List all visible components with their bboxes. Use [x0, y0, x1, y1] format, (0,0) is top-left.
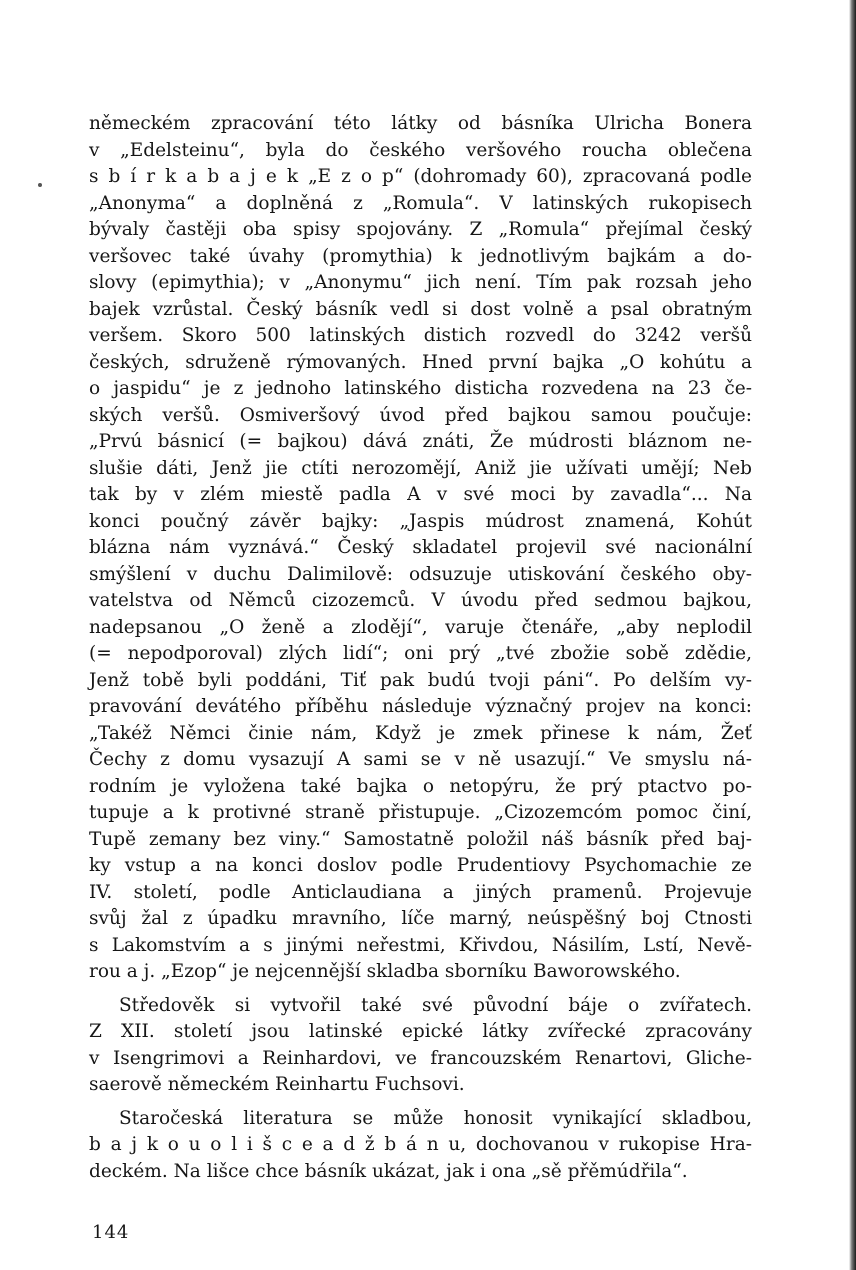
text-line: v „Edelsteinu“, byla do českého veršového roucha oblečena [89, 139, 752, 161]
text-line: v Isengrimovi a Reinhardovi, ve francouzském Renartovi, Gliche- [89, 1047, 752, 1069]
text-line: rodním je vyložena také bajka o netopýru, že prý ptactvo po- [89, 775, 752, 797]
text-line: tupuje a k protivné straně přistupuje. „Cizozemcóm pomoc činí, [89, 802, 752, 823]
text-line: Jenž tobě byli poddáni, Tiť pak budú tvoji páni“. Po delším vy- [89, 669, 752, 691]
text-line: o jaspidu“ je z jednoho latinského disticha rozvedena na 23 če- [89, 378, 752, 399]
text-line: ky vstup a na konci doslov podle Prudentiovy Psychomachie ze [89, 855, 752, 876]
text-line: saerově německém Reinhartu Fuchsovi. [89, 1074, 465, 1095]
text-line: bajek vzrůstal. Český básník vedl si dost volně a psal obratným [89, 298, 752, 320]
text-line: veršem. Skoro 500 latinských distich rozvedl do 3242 veršů [89, 325, 752, 346]
text-line: tak by v zlém miestě padla A v své moci by zavadla“... Na [89, 484, 752, 505]
text-line: b a j k o u o l i š c e a d ž b á n u, dochovanou v rukopise Hra- [89, 1134, 752, 1155]
text-line: „Anonyma“ a doplněná z „Romula“. V latinských rukopisech [89, 192, 752, 214]
paragraph-2 [89, 993, 752, 1099]
text-line: smýšlení v duchu Dalimilově: odsuzuje utiskování českého oby- [89, 563, 752, 585]
text-line: konci poučný závěr bajky: „Jaspis múdrost znamená, Kohút [89, 510, 752, 532]
text-line: „Prvú básnicí (= bajkou) dává znáti, Že múdrosti bláznom ne- [89, 431, 752, 452]
margin-dot [38, 183, 42, 187]
text-line: Čechy z domu vysazují A sami se v ně usazují.“ Ve smyslu ná- [89, 749, 752, 770]
text-line: IV. století, podle Anticlaudiana a jiných pramenů. Projevuje [89, 881, 752, 903]
text-line: (= nepodporoval) zlých lidí“; oni prý „tvé zbožie sobě zdědie, [89, 643, 752, 664]
text-line: Tupě zemany bez viny.“ Samostatně položil náš básník před baj- [89, 828, 752, 850]
text-line: deckém. Na lišce chce básník ukázat, jak i ona „sě přěmúdřila“. [89, 1160, 688, 1182]
page-edge-shadow [849, 0, 856, 1270]
text-line: Z XII. století jsou latinské epické látky zvířecké zpracovány [89, 1021, 752, 1042]
text-line: českých, sdruženě rýmovaných. Hned první bajka „O kohútu a [89, 351, 752, 373]
text-line: ských veršů. Osmiveršový úvod před bajkou samou poučuje: [89, 404, 752, 426]
text-line: německém zpracování této látky od básníka Ulricha Bonera [89, 113, 752, 134]
text-line: Staročeská literatura se může honosit vynikající skladbou, [119, 1107, 752, 1129]
text-line: slovy (epimythia); v „Anonymu“ jich není. Tím pak rozsah jeho [89, 272, 752, 293]
text-line: „Takéž Němci činie nám, Když je zmek přinese k nám, Žeť [89, 722, 752, 744]
text-line: s Lakomstvím a s jinými neřestmi, Křivdou, Násilím, Lstí, Nevě- [89, 934, 752, 956]
text-line: svůj žal z úpadku mravního, líče marný, neúspěšný boj Ctnosti [89, 908, 752, 929]
paragraph-3 [89, 1106, 752, 1186]
text-line: rou a j. „Ezop“ je nejcennější skladba sborníku Baworowského. [89, 961, 681, 982]
text-line: vatelstva od Němců cizozemců. V úvodu před sedmou bajkou, [89, 590, 752, 611]
text-line: bývaly častěji oba spisy spojovány. Z „Romula“ přejímal český [89, 219, 752, 240]
text-line: nadepsanou „O ženě a zlodějí“, varuje čtenáře, „aby neplodil [89, 616, 752, 638]
text-line: veršovec také úvahy (promythia) k jednotlivým bajkám a do- [89, 245, 752, 267]
text-line: pravování devátého příběhu následuje význačný projev na konci: [89, 696, 752, 717]
text-line: s b í r k a b a j e k „E z o p“ (dohromady 60), zpracovaná podle [89, 166, 752, 187]
text-line: blázna nám vyznává.“ Český skladatel projevil své nacionální [89, 537, 752, 558]
text-line: slušie dáti, Jenž jie ctíti nerozomějí, Aniž jie užívati umějí; Neb [89, 457, 752, 479]
page-text [89, 111, 752, 1185]
text-line: Středověk si vytvořil také své původní báje o zvířatech. [119, 994, 752, 1016]
page-number: 144 [92, 1222, 130, 1243]
paragraph-1 [89, 111, 752, 986]
